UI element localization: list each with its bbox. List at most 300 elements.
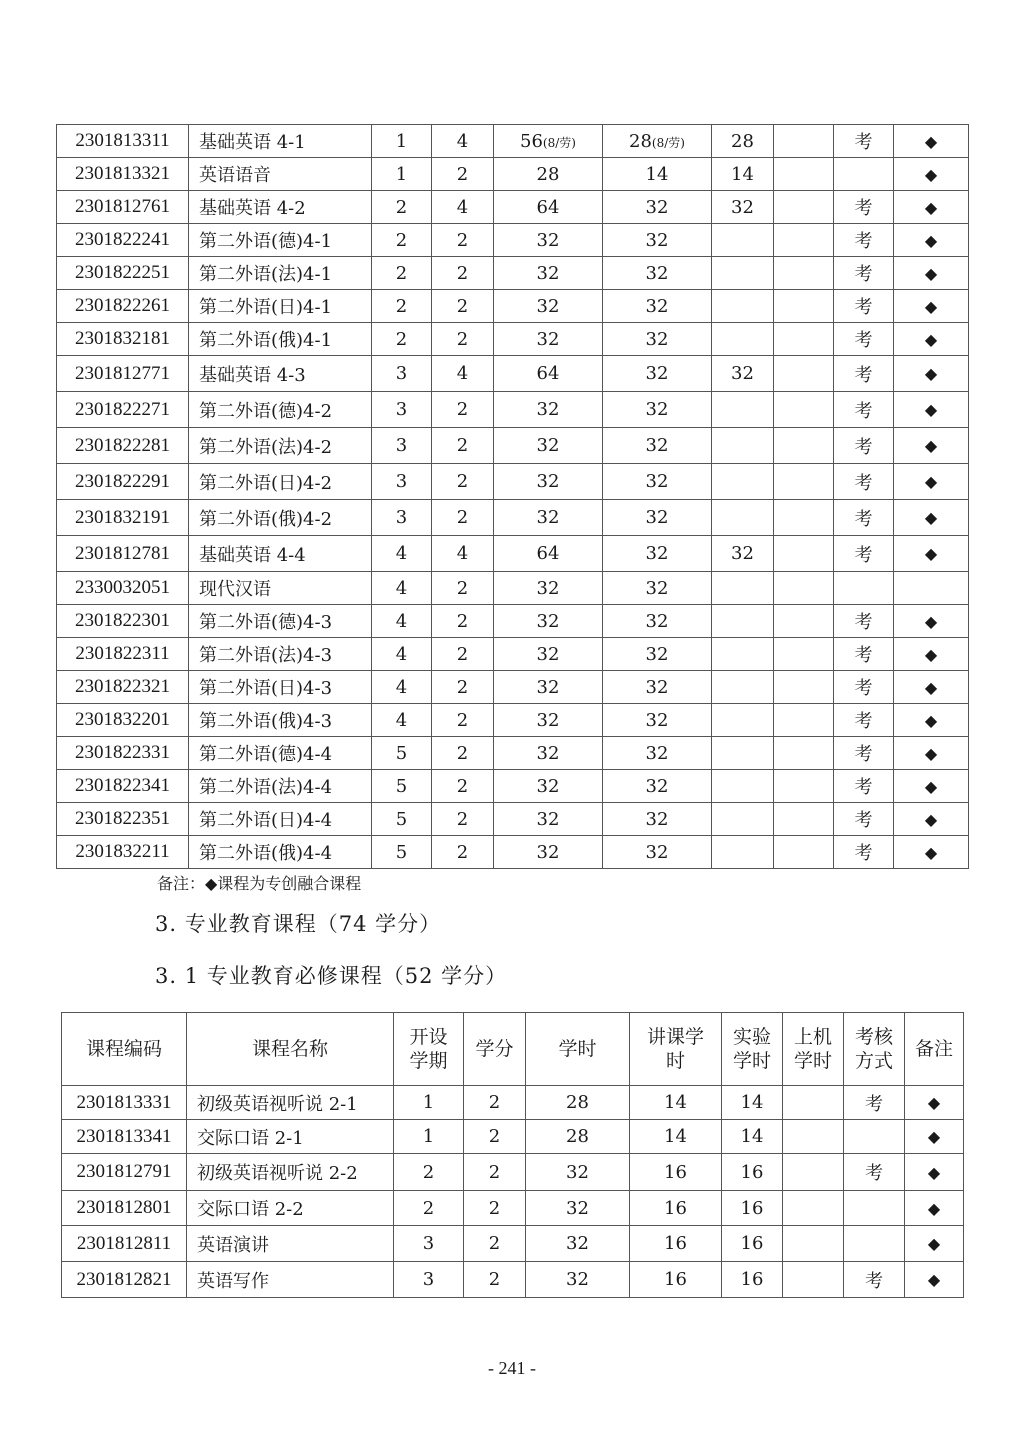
course-credit: 2 — [464, 1154, 526, 1191]
course-term: 4 — [372, 638, 432, 671]
course-exam-type — [844, 1120, 905, 1154]
course-name: 第二外语(日)4-4 — [189, 803, 372, 836]
table-header-row — [62, 1013, 964, 1086]
course-code: 2301822351 — [57, 803, 189, 836]
course-lecture-hours: 32 — [603, 191, 712, 224]
course-name: 交际口语 2-2 — [187, 1191, 394, 1226]
course-note-mark: ◆ — [905, 1120, 964, 1154]
course-lab-hours: 14 — [712, 158, 774, 191]
course-lecture-hours: 32 — [603, 770, 712, 803]
course-lecture-hours: 32 — [603, 356, 712, 392]
course-term: 2 — [394, 1154, 464, 1191]
course-term: 5 — [372, 770, 432, 803]
course-name: 英语写作 — [187, 1262, 394, 1298]
course-computer-hours — [774, 500, 834, 536]
course-note-mark: ◆ — [905, 1262, 964, 1298]
course-code: 2301822331 — [57, 737, 189, 770]
course-note-mark: ◆ — [894, 638, 969, 671]
course-credit: 2 — [432, 836, 494, 869]
course-credit: 2 — [432, 737, 494, 770]
course-lecture-hours: 16 — [630, 1191, 722, 1226]
course-lab-hours — [712, 704, 774, 737]
course-hours: 32 — [494, 572, 603, 605]
header-note: 备注 — [905, 1013, 964, 1086]
course-term: 5 — [372, 836, 432, 869]
course-computer-hours — [783, 1262, 844, 1298]
course-term: 4 — [372, 536, 432, 572]
course-computer-hours — [774, 572, 834, 605]
course-credit: 4 — [432, 125, 494, 158]
course-note-mark: ◆ — [894, 536, 969, 572]
course-name: 第二外语(德)4-3 — [189, 605, 372, 638]
course-name: 第二外语(俄)4-3 — [189, 704, 372, 737]
table-row — [57, 125, 969, 158]
course-code: 2301822271 — [57, 392, 189, 428]
course-hours: 32 — [526, 1226, 630, 1262]
course-note-mark: ◆ — [894, 803, 969, 836]
course-credit: 2 — [464, 1086, 526, 1120]
course-note-mark: ◆ — [894, 500, 969, 536]
course-computer-hours — [774, 392, 834, 428]
course-exam-type: 考 — [834, 191, 894, 224]
course-code: 2301822341 — [57, 770, 189, 803]
course-note-mark: ◆ — [905, 1086, 964, 1120]
course-lecture-hours: 32 — [603, 605, 712, 638]
course-credit: 2 — [432, 638, 494, 671]
course-term: 4 — [372, 704, 432, 737]
course-exam-type: 考 — [844, 1154, 905, 1191]
table-row — [57, 803, 969, 836]
course-computer-hours — [783, 1191, 844, 1226]
course-credit: 4 — [432, 191, 494, 224]
table-row — [57, 191, 969, 224]
table-row — [57, 356, 969, 392]
course-exam-type: 考 — [834, 224, 894, 257]
course-lab-hours — [712, 836, 774, 869]
course-hours: 32 — [494, 323, 603, 356]
course-lab-hours — [712, 572, 774, 605]
course-hours: 32 — [494, 257, 603, 290]
course-computer-hours — [774, 605, 834, 638]
course-lecture-hours: 16 — [630, 1226, 722, 1262]
course-term: 3 — [372, 392, 432, 428]
course-credit: 2 — [432, 704, 494, 737]
course-lecture-hours: 32 — [603, 572, 712, 605]
required-course-table — [61, 1012, 964, 1298]
course-hours: 32 — [494, 638, 603, 671]
course-hours: 28 — [526, 1086, 630, 1120]
course-exam-type: 考 — [834, 605, 894, 638]
course-note-mark: ◆ — [894, 191, 969, 224]
table-row — [57, 671, 969, 704]
course-note-mark: ◆ — [894, 770, 969, 803]
course-lab-hours: 16 — [722, 1226, 783, 1262]
course-hours: 32 — [526, 1262, 630, 1298]
course-hours: 32 — [494, 290, 603, 323]
course-credit: 2 — [432, 224, 494, 257]
course-computer-hours — [774, 224, 834, 257]
course-credit: 4 — [432, 536, 494, 572]
course-lecture-hours: 32 — [603, 704, 712, 737]
course-lab-hours: 32 — [712, 356, 774, 392]
course-term: 4 — [372, 671, 432, 704]
course-term: 1 — [394, 1120, 464, 1154]
course-note-mark: ◆ — [894, 224, 969, 257]
course-name: 第二外语(俄)4-2 — [189, 500, 372, 536]
course-term: 3 — [372, 464, 432, 500]
table-row — [57, 158, 969, 191]
course-code: 2301813311 — [57, 125, 189, 158]
course-code: 2301812811 — [62, 1226, 187, 1262]
course-hours: 32 — [494, 770, 603, 803]
course-hours: 32 — [494, 671, 603, 704]
course-hours: 64 — [494, 536, 603, 572]
course-code: 2301812761 — [57, 191, 189, 224]
course-note-mark: ◆ — [905, 1191, 964, 1226]
course-computer-hours — [774, 257, 834, 290]
course-hours: 32 — [494, 605, 603, 638]
course-computer-hours — [774, 770, 834, 803]
course-name: 现代汉语 — [189, 572, 372, 605]
course-lab-hours: 14 — [722, 1120, 783, 1154]
course-hours: 32 — [526, 1191, 630, 1226]
course-code: 2301813331 — [62, 1086, 187, 1120]
course-term: 4 — [372, 572, 432, 605]
table-row — [57, 500, 969, 536]
course-term: 2 — [372, 290, 432, 323]
course-name: 第二外语(俄)4-4 — [189, 836, 372, 869]
course-code: 2301832181 — [57, 323, 189, 356]
table-row — [57, 392, 969, 428]
course-hours: 32 — [494, 428, 603, 464]
course-code: 2301822291 — [57, 464, 189, 500]
course-credit: 2 — [464, 1226, 526, 1262]
table-row — [57, 224, 969, 257]
table-row — [57, 605, 969, 638]
course-credit: 2 — [432, 257, 494, 290]
course-note-mark: ◆ — [894, 290, 969, 323]
course-computer-hours — [774, 191, 834, 224]
table-row — [57, 836, 969, 869]
course-term: 5 — [372, 737, 432, 770]
course-name: 基础英语 4-2 — [189, 191, 372, 224]
course-credit: 2 — [432, 572, 494, 605]
course-lecture-hours: 32 — [603, 671, 712, 704]
course-lab-hours: 16 — [722, 1262, 783, 1298]
course-code: 2301832191 — [57, 500, 189, 536]
course-note-mark: ◆ — [894, 356, 969, 392]
required-course-table-body — [62, 1086, 964, 1298]
course-name: 第二外语(德)4-1 — [189, 224, 372, 257]
course-computer-hours — [774, 737, 834, 770]
course-computer-hours — [774, 125, 834, 158]
course-exam-type: 考 — [834, 428, 894, 464]
course-credit: 2 — [432, 671, 494, 704]
course-lecture-hours: 16 — [630, 1154, 722, 1191]
course-lecture-hours: 32 — [603, 224, 712, 257]
course-hours: 32 — [494, 500, 603, 536]
course-lecture-hours: 32 — [603, 428, 712, 464]
course-code: 2301822321 — [57, 671, 189, 704]
course-exam-type: 考 — [834, 464, 894, 500]
course-note-mark — [894, 572, 969, 605]
course-note-mark: ◆ — [894, 605, 969, 638]
course-code: 2301813321 — [57, 158, 189, 191]
course-lab-hours — [712, 290, 774, 323]
course-credit: 2 — [464, 1262, 526, 1298]
course-term: 5 — [372, 803, 432, 836]
table-row — [57, 290, 969, 323]
course-name: 第二外语(德)4-2 — [189, 392, 372, 428]
course-lab-hours: 16 — [722, 1191, 783, 1226]
course-code: 2301822261 — [57, 290, 189, 323]
course-exam-type: 考 — [834, 323, 894, 356]
page-number: - 241 - — [488, 1358, 536, 1378]
course-hours: 32 — [494, 464, 603, 500]
course-lab-hours — [712, 323, 774, 356]
course-computer-hours — [774, 803, 834, 836]
course-name: 第二外语(德)4-4 — [189, 737, 372, 770]
course-credit: 2 — [432, 770, 494, 803]
table-row — [57, 536, 969, 572]
course-exam-type: 考 — [834, 536, 894, 572]
table-row — [57, 737, 969, 770]
course-credit: 2 — [432, 605, 494, 638]
course-exam-type — [834, 158, 894, 191]
table-row — [62, 1262, 964, 1298]
course-lab-hours — [712, 464, 774, 500]
course-hours: 56(8/劳) — [494, 125, 603, 158]
header-name: 课程名称 — [187, 1013, 394, 1086]
course-code: 2330032051 — [57, 572, 189, 605]
table-row — [57, 428, 969, 464]
course-lab-hours — [712, 737, 774, 770]
course-code: 2301832201 — [57, 704, 189, 737]
course-credit: 2 — [432, 464, 494, 500]
course-term: 2 — [372, 323, 432, 356]
course-term: 3 — [372, 428, 432, 464]
course-name: 初级英语视听说 2-2 — [187, 1154, 394, 1191]
course-term: 2 — [372, 191, 432, 224]
course-exam-type — [834, 572, 894, 605]
course-term: 4 — [372, 605, 432, 638]
course-exam-type: 考 — [834, 356, 894, 392]
course-name: 第二外语(日)4-1 — [189, 290, 372, 323]
course-lecture-hours: 32 — [603, 464, 712, 500]
course-name: 英语语音 — [189, 158, 372, 191]
table-row — [57, 323, 969, 356]
course-credit: 2 — [464, 1120, 526, 1154]
course-term: 3 — [394, 1226, 464, 1262]
course-lecture-hours: 14 — [603, 158, 712, 191]
course-name: 第二外语(法)4-4 — [189, 770, 372, 803]
course-name: 第二外语(俄)4-1 — [189, 323, 372, 356]
course-name: 第二外语(法)4-1 — [189, 257, 372, 290]
course-exam-type: 考 — [844, 1086, 905, 1120]
course-lab-hours — [712, 500, 774, 536]
header-computer: 上机 学时 — [783, 1013, 844, 1086]
course-lecture-hours: 28(8/劳) — [603, 125, 712, 158]
course-term: 2 — [394, 1191, 464, 1226]
course-computer-hours — [774, 536, 834, 572]
course-exam-type: 考 — [834, 392, 894, 428]
course-credit: 2 — [464, 1191, 526, 1226]
course-computer-hours — [783, 1154, 844, 1191]
course-lab-hours — [712, 803, 774, 836]
course-credit: 2 — [432, 392, 494, 428]
course-code: 2301822251 — [57, 257, 189, 290]
table-row — [62, 1191, 964, 1226]
course-lecture-hours: 14 — [630, 1120, 722, 1154]
course-exam-type: 考 — [834, 836, 894, 869]
course-exam-type: 考 — [834, 500, 894, 536]
course-hours: 32 — [494, 224, 603, 257]
course-lab-hours — [712, 605, 774, 638]
section-heading: 3. 专业教育课程（74 学分） — [155, 912, 442, 936]
course-note-mark: ◆ — [894, 464, 969, 500]
header-code: 课程编码 — [62, 1013, 187, 1086]
course-code: 2301812801 — [62, 1191, 187, 1226]
course-computer-hours — [774, 464, 834, 500]
course-note-mark: ◆ — [905, 1226, 964, 1262]
course-note-mark: ◆ — [894, 836, 969, 869]
table-row — [62, 1086, 964, 1120]
course-term: 1 — [372, 125, 432, 158]
course-lecture-hours: 32 — [603, 323, 712, 356]
course-code: 2301822311 — [57, 638, 189, 671]
course-lecture-hours: 32 — [603, 536, 712, 572]
course-lab-hours — [712, 428, 774, 464]
table-row — [57, 572, 969, 605]
course-credit: 2 — [432, 290, 494, 323]
course-lecture-hours: 32 — [603, 803, 712, 836]
course-name: 第二外语(法)4-3 — [189, 638, 372, 671]
header-lab: 实验 学时 — [722, 1013, 783, 1086]
course-lab-hours — [712, 671, 774, 704]
course-hours: 28 — [526, 1120, 630, 1154]
course-term: 3 — [394, 1262, 464, 1298]
course-computer-hours — [774, 671, 834, 704]
header-hours: 学时 — [526, 1013, 630, 1086]
course-exam-type: 考 — [834, 638, 894, 671]
course-computer-hours — [774, 836, 834, 869]
course-computer-hours — [774, 158, 834, 191]
course-credit: 2 — [432, 428, 494, 464]
course-hours: 32 — [494, 704, 603, 737]
header-lecture: 讲课学 时 — [630, 1013, 722, 1086]
course-computer-hours — [774, 704, 834, 737]
course-computer-hours — [783, 1120, 844, 1154]
course-lecture-hours: 32 — [603, 290, 712, 323]
course-name: 交际口语 2-1 — [187, 1120, 394, 1154]
course-lab-hours: 32 — [712, 191, 774, 224]
course-name: 基础英语 4-4 — [189, 536, 372, 572]
course-table-continued — [56, 124, 969, 869]
course-exam-type — [844, 1191, 905, 1226]
course-note-mark: ◆ — [894, 704, 969, 737]
course-name: 初级英语视听说 2-1 — [187, 1086, 394, 1120]
course-term: 1 — [372, 158, 432, 191]
course-credit: 2 — [432, 323, 494, 356]
course-exam-type: 考 — [834, 803, 894, 836]
course-lecture-hours: 32 — [603, 392, 712, 428]
course-lab-hours: 28 — [712, 125, 774, 158]
course-name: 第二外语(日)4-3 — [189, 671, 372, 704]
course-code: 2301822301 — [57, 605, 189, 638]
course-lecture-hours: 32 — [603, 836, 712, 869]
course-note-mark: ◆ — [894, 125, 969, 158]
course-table-body — [57, 125, 969, 869]
course-lab-hours: 16 — [722, 1154, 783, 1191]
course-lab-hours — [712, 392, 774, 428]
course-exam-type: 考 — [834, 704, 894, 737]
course-term: 3 — [372, 500, 432, 536]
subsection-heading: 3. 1 专业教育必修课程（52 学分） — [155, 964, 508, 988]
course-code: 2301812821 — [62, 1262, 187, 1298]
course-code: 2301832211 — [57, 836, 189, 869]
header-term: 开设 学期 — [394, 1013, 464, 1086]
course-lab-hours — [712, 770, 774, 803]
header-credit: 学分 — [464, 1013, 526, 1086]
course-computer-hours — [774, 323, 834, 356]
course-credit: 2 — [432, 158, 494, 191]
course-note-mark: ◆ — [894, 392, 969, 428]
course-exam-type: 考 — [834, 257, 894, 290]
course-hours: 32 — [526, 1154, 630, 1191]
course-hours: 32 — [494, 392, 603, 428]
course-name: 基础英语 4-3 — [189, 356, 372, 392]
course-lecture-hours: 16 — [630, 1262, 722, 1298]
course-name: 英语演讲 — [187, 1226, 394, 1262]
course-name: 第二外语(法)4-2 — [189, 428, 372, 464]
course-lecture-hours: 32 — [603, 500, 712, 536]
course-note-mark: ◆ — [894, 158, 969, 191]
course-lecture-hours: 32 — [603, 638, 712, 671]
course-lab-hours — [712, 224, 774, 257]
course-hours: 28 — [494, 158, 603, 191]
course-exam-type: 考 — [844, 1262, 905, 1298]
course-note-mark: ◆ — [905, 1154, 964, 1191]
course-code: 2301812771 — [57, 356, 189, 392]
table-footnote: 备注：◆课程为专创融合课程 — [157, 874, 362, 893]
course-code: 2301812791 — [62, 1154, 187, 1191]
table-row — [57, 464, 969, 500]
course-exam-type: 考 — [834, 737, 894, 770]
course-name: 基础英语 4-1 — [189, 125, 372, 158]
course-lab-hours: 32 — [712, 536, 774, 572]
course-term: 1 — [394, 1086, 464, 1120]
course-note-mark: ◆ — [894, 737, 969, 770]
course-hours: 32 — [494, 803, 603, 836]
course-computer-hours — [783, 1226, 844, 1262]
table-row — [62, 1120, 964, 1154]
course-exam-type: 考 — [834, 125, 894, 158]
course-lecture-hours: 14 — [630, 1086, 722, 1120]
course-exam-type: 考 — [834, 290, 894, 323]
course-name: 第二外语(日)4-2 — [189, 464, 372, 500]
course-note-mark: ◆ — [894, 428, 969, 464]
course-credit: 4 — [432, 356, 494, 392]
table-row — [62, 1154, 964, 1191]
course-hours: 32 — [494, 836, 603, 869]
course-hours: 32 — [494, 737, 603, 770]
course-hours: 64 — [494, 356, 603, 392]
table-row — [57, 770, 969, 803]
table-row — [62, 1226, 964, 1262]
course-computer-hours — [774, 638, 834, 671]
course-lecture-hours: 32 — [603, 257, 712, 290]
course-term: 2 — [372, 224, 432, 257]
